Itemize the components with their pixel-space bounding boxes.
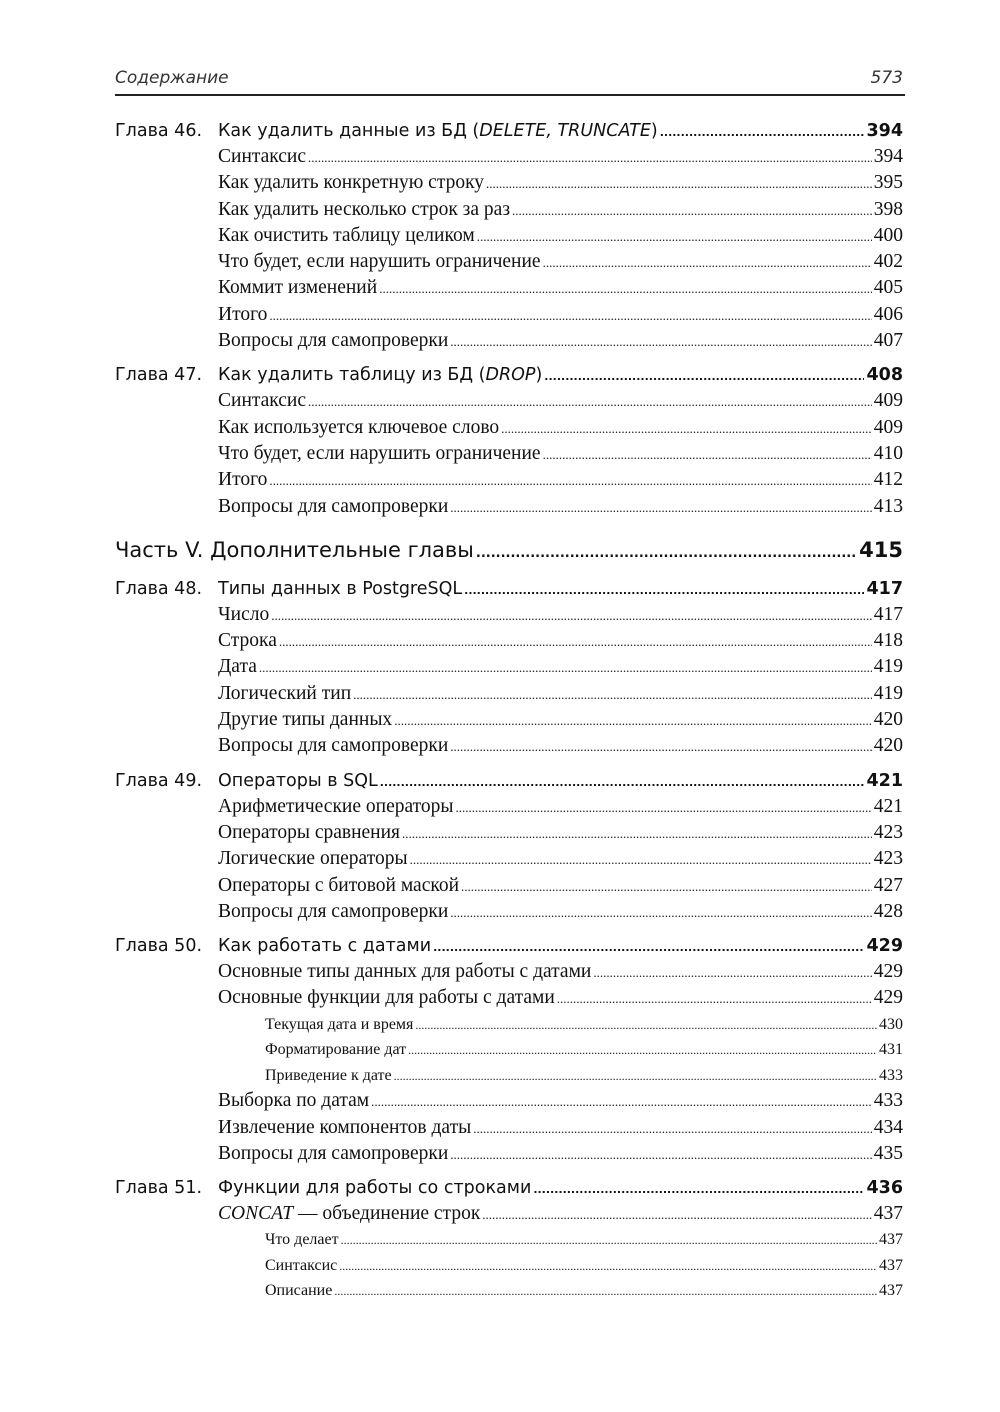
entry-page-number: 394 — [866, 121, 903, 141]
entry-page-number: 413 — [873, 495, 903, 517]
entry-title: Как очистить таблицу целиком — [218, 224, 475, 246]
dot-leader — [543, 250, 872, 275]
dot-leader — [533, 1177, 864, 1201]
dot-leader — [660, 120, 865, 144]
dot-leader — [512, 198, 872, 223]
entry-page-number: 418 — [873, 630, 903, 652]
entry-page-number: 437 — [879, 1256, 903, 1274]
entry-title: Типы данных в PostgreSQL — [218, 578, 463, 599]
dot-leader — [433, 935, 864, 959]
entry-page-number: 408 — [866, 365, 903, 386]
toc-section-entry[interactable] — [115, 467, 903, 493]
dot-leader — [464, 578, 864, 602]
entry-page-number: 400 — [873, 224, 903, 246]
toc-chapter-entry[interactable] — [115, 768, 903, 794]
entry-title: Арифметические операторы — [218, 795, 454, 817]
entry-page-number: 437 — [879, 1231, 903, 1249]
dot-leader — [379, 276, 872, 301]
dot-leader — [486, 171, 872, 196]
entry-page-number: 419 — [873, 656, 903, 678]
dot-leader — [456, 795, 872, 820]
entry-page-number: 436 — [866, 1178, 903, 1199]
entry-page-number: 423 — [873, 848, 903, 870]
entry-title: Операторы сравнения — [218, 821, 401, 843]
toc-section-entry[interactable] — [115, 223, 903, 249]
dot-leader — [450, 495, 871, 520]
toc-subsection-entry[interactable] — [115, 1227, 903, 1253]
header-page-number: 573 — [870, 68, 903, 88]
table-of-contents — [115, 118, 903, 1304]
entry-title: Другие типы данных — [218, 709, 393, 731]
toc-section-entry[interactable] — [115, 628, 903, 654]
entry-page-number: 421 — [873, 795, 903, 817]
toc-section-entry[interactable] — [115, 415, 903, 441]
entry-title: Число — [218, 603, 270, 625]
entry-title: Что делает — [265, 1231, 339, 1249]
toc-subsection-entry[interactable] — [115, 1037, 903, 1063]
dot-leader — [341, 1228, 877, 1253]
toc-section-entry[interactable] — [115, 328, 903, 354]
entry-title: Описание — [265, 1282, 333, 1300]
entry-page-number: 423 — [873, 821, 903, 843]
entry-title: Выборка по датам — [218, 1090, 370, 1112]
dot-leader — [461, 874, 872, 899]
toc-section-entry[interactable] — [115, 197, 903, 223]
toc-chapter-entry[interactable] — [115, 933, 903, 959]
entry-title: Синтаксис — [218, 146, 307, 167]
entry-title: Коммит изменений — [218, 277, 378, 299]
entry-title: Как удалить конкретную строку — [218, 172, 485, 194]
entry-title: Основные функции для работы с датами — [218, 987, 555, 1009]
toc-subsection-entry[interactable] — [115, 1063, 903, 1089]
entry-title: Функции для работы со строками — [218, 1178, 532, 1199]
toc-section-entry[interactable] — [115, 494, 903, 520]
toc-subsection-entry[interactable] — [115, 1278, 903, 1304]
chapter-number: Глава 50. — [115, 936, 203, 957]
toc-section-entry[interactable] — [115, 899, 903, 925]
toc-section-entry[interactable] — [115, 249, 903, 275]
dot-leader — [259, 655, 872, 680]
entry-title: Форматирование дат — [265, 1041, 407, 1059]
entry-page-number: 407 — [873, 330, 903, 352]
dot-leader — [402, 821, 872, 846]
toc-section-entry[interactable] — [115, 985, 903, 1011]
entry-title: Вопросы для самопроверки — [218, 735, 449, 757]
entry-title: Итого — [218, 303, 268, 325]
toc-section-entry[interactable] — [115, 144, 903, 170]
entry-title: Как удалить таблицу из БД (DROP) — [218, 365, 543, 386]
chapter-number: Глава 51. — [115, 1178, 203, 1199]
entry-title: Вопросы для самопроверки — [218, 330, 449, 352]
dot-leader — [334, 1279, 877, 1304]
toc-subsection-entry[interactable] — [115, 1253, 903, 1279]
toc-section-entry[interactable] — [115, 441, 903, 467]
chapter-number: Глава 49. — [115, 770, 203, 791]
entry-title: Синтаксис — [265, 1256, 338, 1274]
toc-section-entry[interactable] — [115, 681, 903, 707]
toc-section-entry[interactable] — [115, 959, 903, 985]
entry-title: Извлечение компонентов даты — [218, 1116, 472, 1138]
entry-title: CONCAT — объединение строк — [218, 1203, 481, 1225]
dot-leader — [308, 145, 872, 170]
entry-page-number: 398 — [873, 198, 903, 220]
entry-page-number: 410 — [873, 442, 903, 464]
entry-title: Часть V. Дополнительные главы — [115, 537, 474, 562]
dot-leader — [477, 224, 872, 249]
entry-title: Синтаксис — [218, 390, 307, 412]
toc-section-entry[interactable] — [115, 602, 903, 628]
dot-leader — [450, 734, 871, 759]
entry-page-number: 419 — [873, 682, 903, 704]
entry-page-number: 409 — [873, 390, 903, 412]
dot-leader — [450, 1142, 871, 1167]
toc-section-entry[interactable] — [115, 170, 903, 196]
entry-page-number: 435 — [873, 1142, 903, 1164]
entry-title: Что будет, если нарушить ограничение — [218, 251, 541, 273]
entry-title: Операторы в SQL — [218, 770, 378, 791]
entry-title: Логические операторы — [218, 848, 408, 870]
entry-page-number: 395 — [873, 172, 903, 194]
entry-title: Что будет, если нарушить ограничение — [218, 442, 541, 464]
toc-chapter-entry[interactable] — [115, 576, 903, 602]
entry-title: Итого — [218, 469, 268, 491]
toc-section-entry[interactable] — [115, 820, 903, 846]
toc-subsection-entry[interactable] — [115, 1012, 903, 1038]
toc-section-entry[interactable] — [115, 1088, 903, 1114]
dot-leader — [339, 1254, 877, 1279]
entry-title: Как удалить данные из БД (DELETE, TRUNCATE) — [218, 121, 658, 141]
entry-page-number: 406 — [873, 303, 903, 325]
dot-leader — [380, 770, 865, 794]
toc-section-entry[interactable] — [115, 302, 903, 328]
entry-page-number: 421 — [866, 770, 903, 791]
dot-leader — [482, 1202, 871, 1227]
entry-page-number: 394 — [873, 146, 903, 167]
toc-section-entry[interactable] — [115, 794, 903, 820]
entry-title: Операторы с битовой маской — [218, 874, 460, 896]
entry-page-number: 430 — [879, 1015, 903, 1033]
entry-page-number: 429 — [873, 961, 903, 983]
dot-leader — [271, 603, 872, 628]
entry-page-number: 417 — [873, 603, 903, 625]
entry-page-number: 429 — [866, 936, 903, 957]
chapter-number: Глава 48. — [115, 578, 203, 599]
entry-page-number: 409 — [873, 416, 903, 438]
toc-section-entry[interactable] — [115, 846, 903, 872]
dot-leader — [353, 682, 872, 707]
dot-leader — [557, 986, 872, 1011]
toc-section-entry[interactable] — [115, 1201, 903, 1227]
toc-section-entry[interactable] — [115, 388, 903, 414]
toc-chapter-entry[interactable] — [115, 362, 903, 388]
dot-leader — [450, 900, 871, 925]
dot-leader — [473, 1116, 872, 1141]
toc-section-entry[interactable] — [115, 275, 903, 301]
toc-section-entry[interactable] — [115, 654, 903, 680]
toc-section-entry[interactable] — [115, 1115, 903, 1141]
toc-section-entry[interactable] — [115, 1141, 903, 1167]
running-header — [115, 66, 905, 96]
entry-page-number: 402 — [873, 251, 903, 273]
dot-leader — [476, 534, 857, 570]
entry-title: Строка — [218, 630, 277, 652]
entry-page-number: 437 — [873, 1203, 903, 1225]
header-title: Содержание — [115, 68, 229, 88]
dot-leader — [408, 1038, 877, 1063]
dot-leader — [371, 1089, 872, 1114]
entry-page-number: 434 — [873, 1116, 903, 1138]
dot-leader — [543, 442, 872, 467]
dot-leader — [269, 303, 871, 328]
entry-page-number: 433 — [879, 1066, 903, 1084]
entry-page-number: 429 — [873, 987, 903, 1009]
dot-leader — [544, 364, 864, 388]
dot-leader — [279, 629, 872, 654]
entry-page-number: 437 — [879, 1282, 903, 1300]
entry-title: Как используется ключевое слово — [218, 416, 500, 438]
dot-leader — [593, 960, 871, 985]
dot-leader — [269, 468, 871, 493]
entry-title: Текущая дата и время — [265, 1015, 414, 1033]
toc-part-entry[interactable] — [115, 530, 903, 570]
entry-title: Как работать с датами — [218, 936, 432, 957]
dot-leader — [394, 708, 872, 733]
entry-title: Как удалить несколько строк за раз — [218, 198, 511, 220]
entry-title: Вопросы для самопроверки — [218, 900, 449, 922]
dot-leader — [450, 329, 871, 354]
dot-leader — [410, 847, 872, 872]
toc-section-entry[interactable] — [115, 873, 903, 899]
entry-title: Дата — [218, 656, 257, 678]
entry-page-number: 420 — [873, 735, 903, 757]
dot-leader — [501, 416, 872, 441]
entry-page-number: 431 — [879, 1041, 903, 1059]
entry-page-number: 415 — [859, 537, 903, 562]
chapter-number: Глава 46. — [115, 121, 203, 141]
toc-section-entry[interactable] — [115, 733, 903, 759]
chapter-number: Глава 47. — [115, 365, 203, 386]
entry-title: Вопросы для самопроверки — [218, 1142, 449, 1164]
entry-page-number: 428 — [873, 900, 903, 922]
toc-section-entry[interactable] — [115, 707, 903, 733]
entry-page-number: 405 — [873, 277, 903, 299]
toc-chapter-entry[interactable] — [115, 118, 903, 144]
dot-leader — [415, 1013, 877, 1038]
entry-title: Вопросы для самопроверки — [218, 495, 449, 517]
entry-title: Логический тип — [218, 682, 352, 704]
entry-page-number: 433 — [873, 1090, 903, 1112]
dot-leader — [308, 389, 872, 414]
dot-leader — [394, 1064, 877, 1089]
entry-title: Основные типы данных для работы с датами — [218, 961, 592, 983]
entry-page-number: 427 — [873, 874, 903, 896]
toc-chapter-entry[interactable] — [115, 1175, 903, 1201]
entry-page-number: 417 — [866, 578, 903, 599]
entry-page-number: 420 — [873, 709, 903, 731]
entry-page-number: 412 — [873, 469, 903, 491]
entry-title: Приведение к дате — [265, 1066, 392, 1084]
